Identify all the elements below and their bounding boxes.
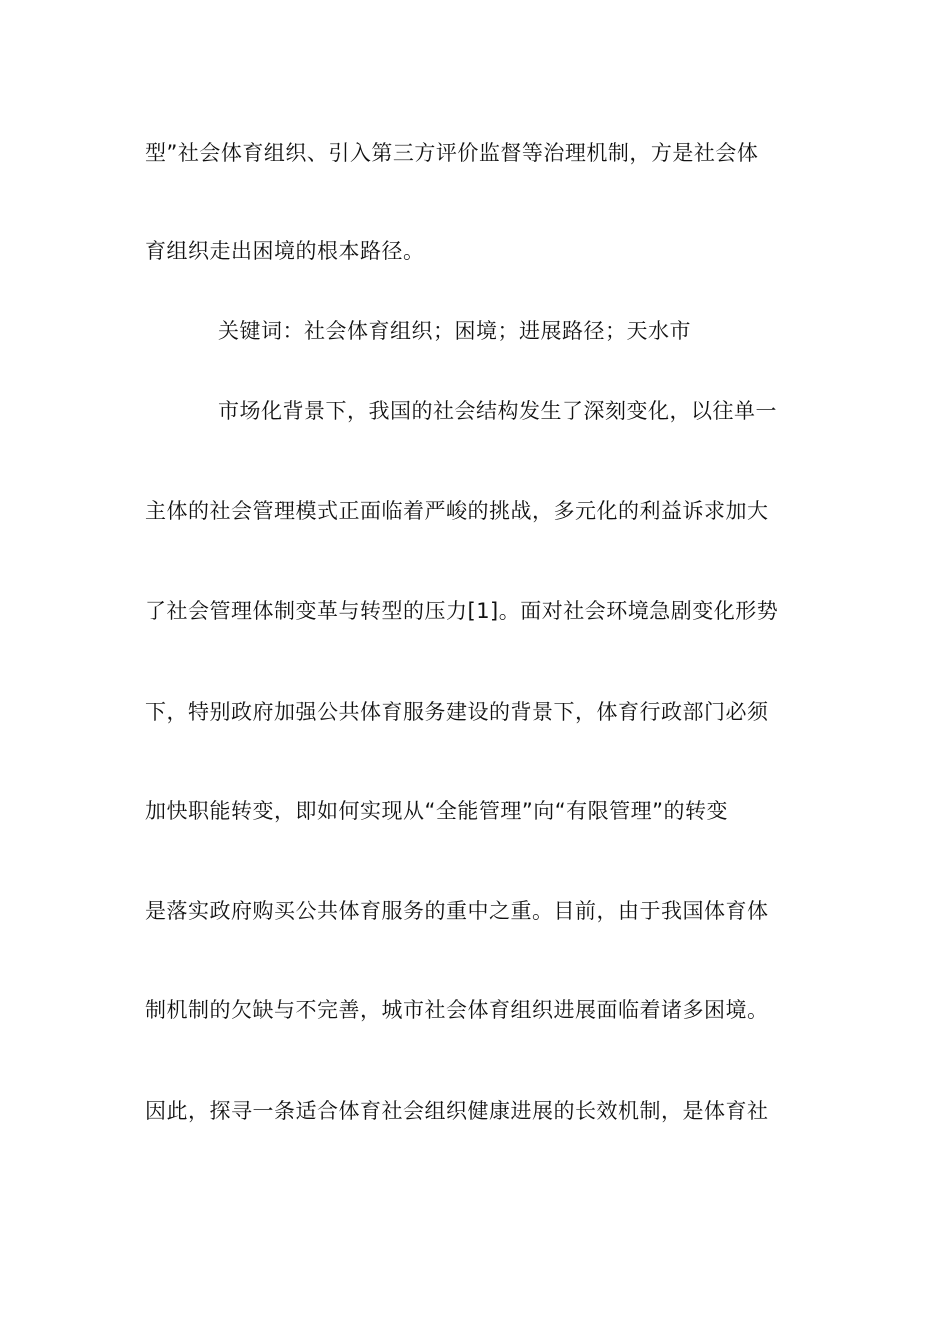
body-line-1: 市场化背景下，我国的社会结构发生了深刻变化，以往单一 [218, 399, 777, 423]
body-line-2: 主体的社会管理模式正面临着严峻的挑战，多元化的利益诉求加大 [145, 499, 769, 523]
body-line-7: 制机制的欠缺与不完善，城市社会体育组织进展面临着诸多困境。 [145, 998, 769, 1022]
body-line-8: 因此，探寻一条适合体育社会组织健康进展的长效机制，是体育社 [145, 1099, 769, 1123]
body-line-4: 下，特别政府加强公共体育服务建设的背景下，体育行政部门必须 [145, 700, 769, 724]
body-line-3: 了社会管理体制变革与转型的压力[1]。面对社会环境急剧变化形势 [145, 599, 779, 623]
body-line-6: 是落实政府购买公共体育服务的重中之重。目前，由于我国体育体 [145, 899, 769, 923]
abstract-line-2: 育组织走出困境的根本路径。 [145, 239, 425, 263]
abstract-line-1: 型”社会体育组织、引入第三方评价监督等治理机制，方是社会体 [145, 141, 759, 165]
body-line-5: 加快职能转变，即如何实现从“全能管理”向“有限管理”的转变 [145, 799, 729, 823]
keywords-line: 关键词：社会体育组织；困境；进展路径；天水市 [218, 319, 691, 343]
